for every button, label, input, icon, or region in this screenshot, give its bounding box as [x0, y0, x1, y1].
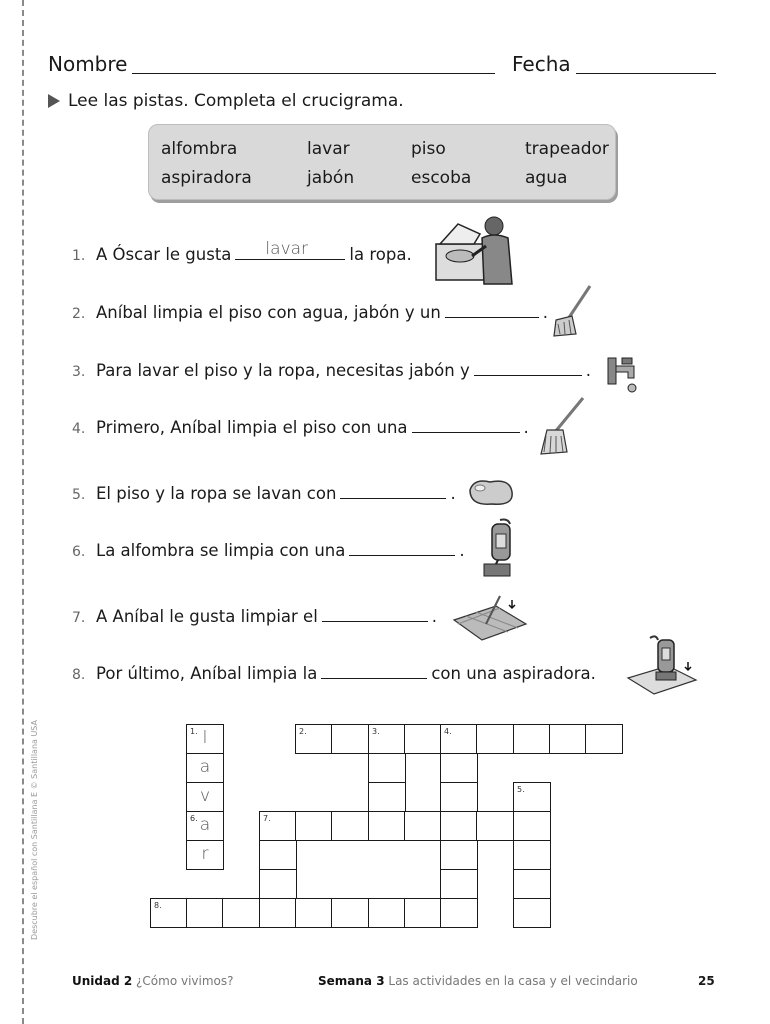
date-field[interactable]	[576, 73, 716, 74]
crossword-cell[interactable]	[404, 898, 442, 928]
crossword-cell[interactable]	[440, 869, 478, 899]
crossword-cell[interactable]	[186, 811, 224, 841]
crossword-cell[interactable]	[440, 898, 478, 928]
crossword-cell[interactable]	[513, 840, 551, 870]
crossword-cell[interactable]	[549, 724, 587, 754]
word-bank-item: agua	[525, 168, 568, 188]
word-bank-item: aspiradora	[161, 168, 252, 188]
instruction-text: Lee las pistas. Completa el crucigrama.	[68, 91, 404, 111]
word-bank-item: lavar	[307, 139, 350, 159]
clue-number: 8.	[72, 667, 86, 683]
answer-blank[interactable]	[321, 660, 427, 679]
crossword-cell[interactable]	[259, 840, 297, 870]
crossword-cell[interactable]	[259, 869, 297, 899]
clue-text-after: .	[523, 418, 529, 437]
cell-letter: l	[202, 728, 208, 748]
clue-text-before: La alfombra se limpia con una	[96, 541, 346, 560]
instruction	[48, 91, 404, 111]
crossword-cell[interactable]	[440, 753, 478, 783]
clue-text-before: Aníbal limpia el piso con agua, jabón y un	[96, 303, 441, 322]
crossword-cell[interactable]	[368, 782, 406, 812]
clue-text-before: El piso y la ropa se lavan con	[96, 484, 337, 503]
clue-text-before: Primero, Aníbal limpia el piso con una	[96, 418, 408, 437]
clue-text-after: .	[459, 541, 465, 560]
crossword-cell[interactable]	[440, 724, 478, 754]
answer-blank[interactable]	[474, 357, 582, 376]
clue-1	[72, 241, 412, 264]
mop-icon	[550, 284, 596, 340]
crossword-cell[interactable]	[295, 724, 333, 754]
clue-text-after: la ropa.	[349, 245, 412, 264]
copyright-credit: Descubre el español con Santillana E © Santillana USA	[30, 719, 39, 940]
crossword-cell[interactable]	[259, 898, 297, 928]
unit-label: Unidad 2	[72, 974, 133, 988]
answer-blank[interactable]	[235, 241, 345, 260]
clue-8	[72, 660, 596, 683]
mopped-floor-icon	[452, 594, 528, 642]
broom-icon	[537, 396, 589, 456]
cell-letter: v	[199, 786, 211, 806]
name-label: Nombre	[48, 52, 128, 76]
word-bank-item: jabón	[307, 168, 355, 188]
clue-text-before: Por último, Aníbal limpia la	[96, 664, 318, 683]
perforation-line	[22, 0, 24, 1024]
answer-blank[interactable]	[445, 299, 539, 318]
crossword-cell[interactable]	[404, 811, 442, 841]
word-bank-item: trapeador	[525, 139, 609, 159]
answer-blank[interactable]	[349, 537, 455, 556]
clue-7	[72, 603, 437, 626]
clue-number: 6.	[72, 544, 86, 560]
footer-unit	[72, 974, 234, 988]
crossword-cell[interactable]	[513, 724, 551, 754]
word-bank-item: piso	[411, 139, 446, 159]
word-bank-item: escoba	[411, 168, 472, 188]
triangle-bullet-icon	[48, 94, 60, 108]
unit-title: ¿Cómo vivimos?	[136, 974, 234, 988]
week-label: Semana 3	[318, 974, 385, 988]
cell-number: 4.	[444, 727, 452, 736]
word-bank	[148, 124, 616, 200]
crossword-cell[interactable]	[476, 811, 514, 841]
clue-text-after: .	[450, 484, 456, 503]
clue-4	[72, 414, 529, 437]
crossword-cell[interactable]	[585, 724, 623, 754]
crossword-cell[interactable]	[186, 724, 224, 754]
cell-letter: r	[201, 844, 209, 864]
cell-number: 3.	[372, 727, 380, 736]
crossword-cell[interactable]	[186, 753, 224, 783]
footer-week	[318, 974, 638, 988]
crossword-cell[interactable]	[331, 811, 369, 841]
crossword-cell[interactable]	[186, 898, 224, 928]
cell-number: 8.	[154, 901, 162, 910]
clue-2	[72, 299, 548, 322]
page-number: 25	[698, 974, 715, 988]
date-label: Fecha	[512, 52, 571, 76]
crossword-cell[interactable]	[150, 898, 188, 928]
crossword-cell[interactable]	[368, 898, 406, 928]
crossword-cell[interactable]	[222, 898, 260, 928]
crossword-cell[interactable]	[186, 840, 224, 870]
clue-text-after: con una aspiradora.	[431, 664, 596, 683]
crossword-cell[interactable]	[186, 782, 224, 812]
word-bank-item: alfombra	[161, 139, 238, 159]
crossword-cell[interactable]	[331, 724, 369, 754]
crossword-cell[interactable]	[440, 840, 478, 870]
crossword-cell[interactable]	[331, 898, 369, 928]
crossword-cell[interactable]	[476, 724, 514, 754]
crossword-cell[interactable]	[295, 811, 333, 841]
crossword-cell[interactable]	[513, 898, 551, 928]
crossword-cell[interactable]	[368, 811, 406, 841]
clue-3	[72, 357, 591, 380]
vacuum-on-rug-icon	[626, 632, 698, 696]
crossword-cell[interactable]	[404, 724, 442, 754]
cell-number: 6.	[190, 814, 198, 823]
soap-icon	[466, 476, 516, 508]
crossword-cell[interactable]	[440, 782, 478, 812]
person-washing-clothes-icon	[434, 212, 524, 288]
clue-text-after: .	[431, 607, 438, 626]
clue-text-before: A Óscar le gusta	[96, 245, 232, 264]
cell-letter: a	[199, 815, 211, 835]
cell-number: 7.	[263, 814, 271, 823]
clue-text-after: .	[585, 361, 591, 380]
crossword-cell[interactable]	[368, 724, 406, 754]
clue-number: 3.	[72, 364, 86, 380]
name-field[interactable]	[132, 73, 495, 74]
cell-number: 1.	[190, 727, 198, 736]
clue-6	[72, 537, 465, 560]
crossword-cell[interactable]	[513, 782, 551, 812]
answer-blank[interactable]	[412, 414, 520, 433]
week-title: Las actividades en la casa y el vecindario	[388, 974, 638, 988]
clue-number: 1.	[72, 248, 86, 264]
answer-text: lavar	[265, 239, 309, 259]
cell-number: 2.	[299, 727, 307, 736]
answer-blank[interactable]	[322, 603, 428, 622]
clue-number: 5.	[72, 487, 86, 503]
clue-text-before: A Aníbal le gusta limpiar el	[96, 607, 318, 626]
crossword-cell[interactable]	[440, 811, 478, 841]
clue-number: 2.	[72, 306, 86, 322]
faucet-icon	[606, 352, 646, 396]
cell-number: 5.	[517, 785, 525, 794]
crossword-cell[interactable]	[513, 869, 551, 899]
clue-number: 4.	[72, 421, 86, 437]
crossword-cell[interactable]	[513, 811, 551, 841]
answer-blank[interactable]	[340, 480, 446, 499]
cell-letter: a	[199, 757, 211, 777]
clue-number: 7.	[72, 610, 86, 626]
clue-text-after: .	[542, 303, 549, 322]
crossword-cell[interactable]	[259, 811, 297, 841]
crossword-cell[interactable]	[295, 898, 333, 928]
clue-5	[72, 480, 456, 503]
clue-text-before: Para lavar el piso y la ropa, necesitas jabón y	[96, 361, 470, 380]
vacuum-icon	[478, 516, 518, 582]
crossword-cell[interactable]	[368, 753, 406, 783]
